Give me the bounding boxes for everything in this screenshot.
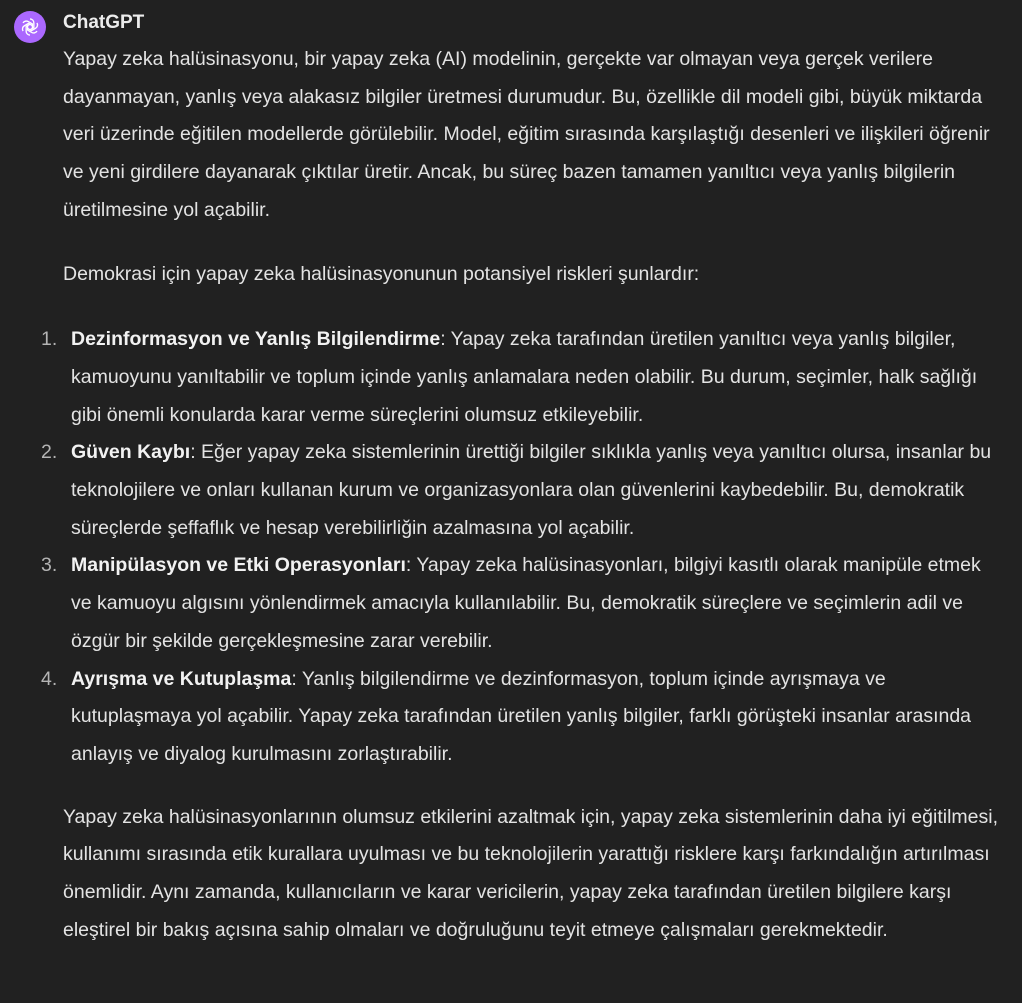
list-item-title: Güven Kaybı [71,441,191,464]
list-item-text: : Yapay zeka halüsinasyonları, bilgiyi kasıtlı olarak manipüle etmek ve kamuoyu algısını yönlendirmek amacıyla kullanılabilir. Bu, demokratik süreçlere ve seçimlerin adil ve özgür bir şekilde gerçekleşmesine zarar verebilir. [71,554,981,652]
list-number: 3. [41,554,58,577]
openai-logo-icon [19,16,41,38]
risk-list [41,321,1003,773]
list-item-title: Dezinformasyon ve Yanlış Bilgilendirme [71,328,441,351]
paragraph-conclusion: Yapay zeka halüsinasyonlarının olumsuz etkilerini azaltmak için, yapay zeka sistemlerinin daha iyi eğitilmesi, kullanımı sırasında etik kurallara uyulması ve bu teknolojilerin yarattığı risklere karşı farkındalığın artırılması önemlidir. Aynı zamanda, kullanıcıların ve karar vericilerin, yapay zeka tarafından üretilen bilgilere karşı eleştirel bir bakış açısına sahip olmaları ve doğruluğunu teyit etmeye çalışmaları gerekmektedir. [63,805,998,941]
list-number: 4. [41,667,58,690]
paragraph-intro: Yapay zeka halüsinasyonu, bir yapay zeka (AI) modelinin, gerçekte var olmayan veya gerçek verilere dayanmayan, yanlış veya alakasız bilgiler üretmesi durumudur. Bu, özellikle dil modeli gibi, büyük miktarda veri üzerinde eğitilen modellerde görülebilir. Model, eğitim sırasında karşılaştığı desenleri ve ilişkileri öğrenir ve yeni girdilere dayanarak çıktılar üretir. Ancak, bu süreç bazen tamamen yanıltıcı veya yanlış bilgilerin üretilmesine yol açabilir. [63,48,990,221]
list-item-text: : Yapay zeka tarafından üretilen yanıltıcı veya yanlış bilgiler, kamuoyunu yanıltabilir ve toplum içinde yanlış anlamalara neden olabilir. Bu durum, seçimler, halk sağlığı gibi önemli konularda karar verme süreçlerini olumsuz etkileyebilir. [71,328,978,426]
list-item-text: : Yanlış bilgilendirme ve dezinformasyon, toplum içinde ayrışmaya ve kutuplaşmaya yol açabilir. Yapay zeka tarafından üretilen yanlış bilgiler, farklı görüşteki insanlar arasında anlayış ve diyalog kurulmasını zorlaştırabilir. [71,667,972,765]
list-number: 2. [41,441,58,464]
list-item [41,434,1003,547]
list-item [41,661,1003,774]
list-item-title: Manipülasyon ve Etki Operasyonları [71,554,406,577]
list-number: 1. [41,328,58,351]
avatar [14,11,46,43]
list-item-text: : Eğer yapay zeka sistemlerinin ürettiği bilgiler sıklıkla yanlış veya yanıltıcı olursa, insanlar bu teknolojilere ve onları kullanan kurum ve organizasyonlara olan güvenlerini kaybedebilir. Bu, demokratik süreçlerde şeffaflık ve hesap verebilirliğin azalmasına yol açabilir. [71,441,992,539]
message-content [41,41,1003,949]
author-name: ChatGPT [63,12,145,33]
list-item-title: Ayrışma ve Kutuplaşma [71,667,292,690]
list-heading: Demokrasi için yapay zeka halüsinasyonunun potansiyel riskleri şunlardır: [63,262,700,285]
list-item [41,321,1003,434]
list-item [41,547,1003,660]
